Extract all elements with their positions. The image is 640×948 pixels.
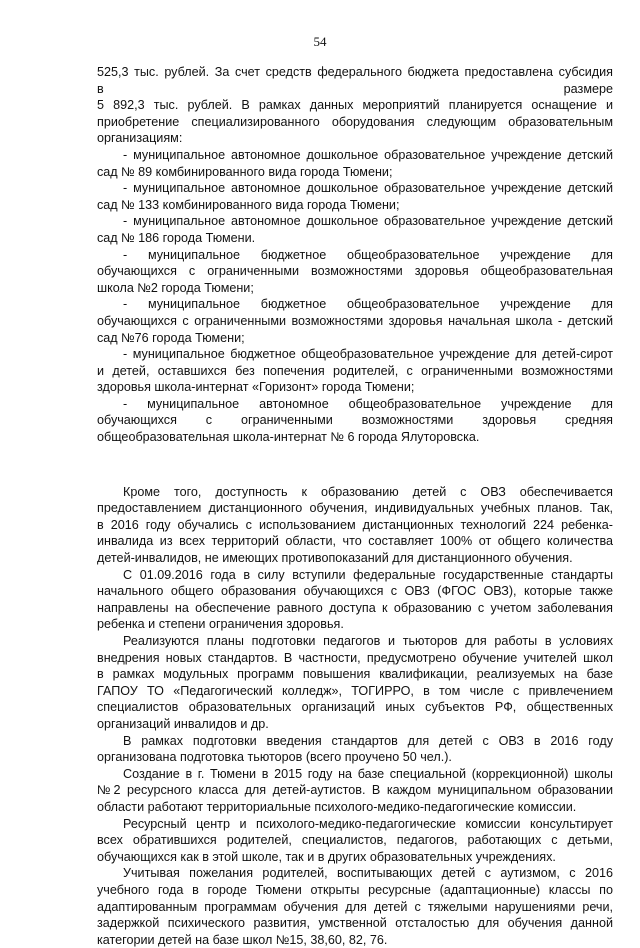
text-line: начального общего образования обучающихся с ОВЗ (ФГОС ОВЗ), которые также xyxy=(97,584,613,599)
text-line: 5 892,3 тыс. рублей. В рамках данных мероприятий планируется оснащение и xyxy=(97,98,613,113)
text-line: в рамках модульных программ повышения квалификации, реализуемых на базе xyxy=(97,667,613,682)
text-line: адаптированным программам обучения для детей с тяжелыми нарушениями речи, xyxy=(97,899,613,914)
text-line: области работают территориальные психолого-медико-педагогические комиссии. xyxy=(97,799,577,814)
text-line: ребенка и степени ограничения здоровья. xyxy=(97,617,344,632)
text-line: здоровья школа-интернат «Горизонт» города Тюмени; xyxy=(97,380,415,395)
text-line: Реализуются планы подготовки педагогов и тьюторов для работы в условиях xyxy=(123,634,613,648)
text-line: школа №2 города Тюмени; xyxy=(97,280,254,295)
text-line: организована подготовка тьюторов (всего проучено 50 чел.). xyxy=(97,750,452,765)
text-line: - муниципальное автономное дошкольное образовательное учреждение детский xyxy=(123,181,613,196)
text-line: С 01.09.2016 года в силу вступили федеральные государственные стандарты xyxy=(123,567,613,582)
text-line: организаций инвалидов и др. xyxy=(97,716,269,731)
text-line: Ресурсный центр и психолого-медико-педагогические комиссии консультирует xyxy=(123,816,613,831)
text-line: задержкой психического развития, умственной отсталостью для обучения данной xyxy=(97,916,613,931)
text-line: - муниципальное автономное дошкольное образовательное учреждение детский xyxy=(123,147,613,162)
text-line: - муниципальное автономное общеобразовательное учреждение для xyxy=(123,396,613,411)
text-line: в 2016 году обучались с использованием дистанционных технологий 224 ребенка- xyxy=(97,517,613,532)
paragraph-gap xyxy=(97,465,613,484)
document-body xyxy=(97,64,613,948)
text-line: инвалида из всех территорий области, что составляет 100% от общего количества xyxy=(97,534,613,549)
text-line: в размере xyxy=(97,81,613,96)
text-line: - муниципальное бюджетное общеобразовательное учреждение для xyxy=(123,297,613,312)
text-line: обучающихся с ограниченными возможностями здоровья начальная школа - детский xyxy=(97,313,613,328)
text-line: обучающихся с ограниченными возможностями здоровья общеобразовательная xyxy=(97,264,613,279)
text-line: категории детей на базе школ №15, 38,60, 82, 76. xyxy=(97,932,388,947)
text-line: - муниципальное бюджетное общеобразовательное учреждение для xyxy=(123,247,613,262)
text-line: 525,3 тыс. рублей. За счет средств федерального бюджета предоставлена субсидия xyxy=(97,65,613,79)
text-line: внедрения новых стандартов. В частности, предусмотрено обучение учителей школ xyxy=(97,650,613,665)
paragraph-gap xyxy=(97,446,613,465)
text-line: предоставлением дистанционного обучения, индивидуальных учебных планов. Так, xyxy=(97,501,613,516)
text-line: сад № 89 комбинированного вида города Тюмени; xyxy=(97,164,393,179)
text-line: №2 ресурсного класса для детей-аутистов. В каждом муниципальном образовании xyxy=(97,783,613,798)
text-line: и детей, оставшихся без попечения родителей, с ограниченными возможностями xyxy=(97,363,613,378)
text-line: ГАПОУ ТО «Педагогический колледж», ТОГИРРО, в том числе с привлечением xyxy=(97,683,613,698)
text-line: обучающихся с ограниченными возможностями здоровья средняя xyxy=(97,413,613,428)
text-line: общеобразовательная школа-интернат № 6 города Ялуторовска. xyxy=(97,430,480,445)
text-line: специалистов образовательных организаций иных субъектов РФ, общественных xyxy=(97,700,613,715)
text-line: детей-инвалидов, не имеющих противопоказаний для дистанционного обучения. xyxy=(97,551,573,566)
text-line: сад №76 города Тюмени; xyxy=(97,330,245,345)
text-line: обучающихся как в этой школе, так и в других образовательных учреждениях. xyxy=(97,849,556,864)
text-line: сад № 186 города Тюмени. xyxy=(97,230,256,245)
text-line: Кроме того, доступность к образованию детей с ОВЗ обеспечивается xyxy=(123,484,613,499)
text-line: - муниципальное бюджетное общеобразовательное учреждение для детей-сирот xyxy=(123,347,613,362)
text-line: - муниципальное автономное дошкольное образовательное учреждение детский xyxy=(123,214,613,229)
text-line: приобретение специализированного оборудования следующим образовательным xyxy=(97,114,613,129)
text-line: сад № 133 комбинированного вида города Тюмени; xyxy=(97,197,400,212)
text-line: Учитывая пожелания родителей, воспитывающих детей с аутизмом, с 2016 xyxy=(123,866,613,881)
text-line: направлены на обеспечение равного доступа к образованию с учетом заболевания xyxy=(97,600,613,615)
page-number: 54 xyxy=(313,34,327,49)
text-line: Создание в г. Тюмени в 2015 году на базе специальной (коррекционной) школы xyxy=(123,766,613,781)
text-line: В рамках подготовки введения стандартов для детей с ОВЗ в 2016 году xyxy=(123,733,613,748)
text-line: учебного года в городе Тюмени открыты ресурсные (адаптационные) классы по xyxy=(97,882,613,897)
text-line: всех обратившихся родителей, специалистов, педагогов, работающих с детьми, xyxy=(97,833,613,848)
text-line: организациям: xyxy=(97,131,183,146)
